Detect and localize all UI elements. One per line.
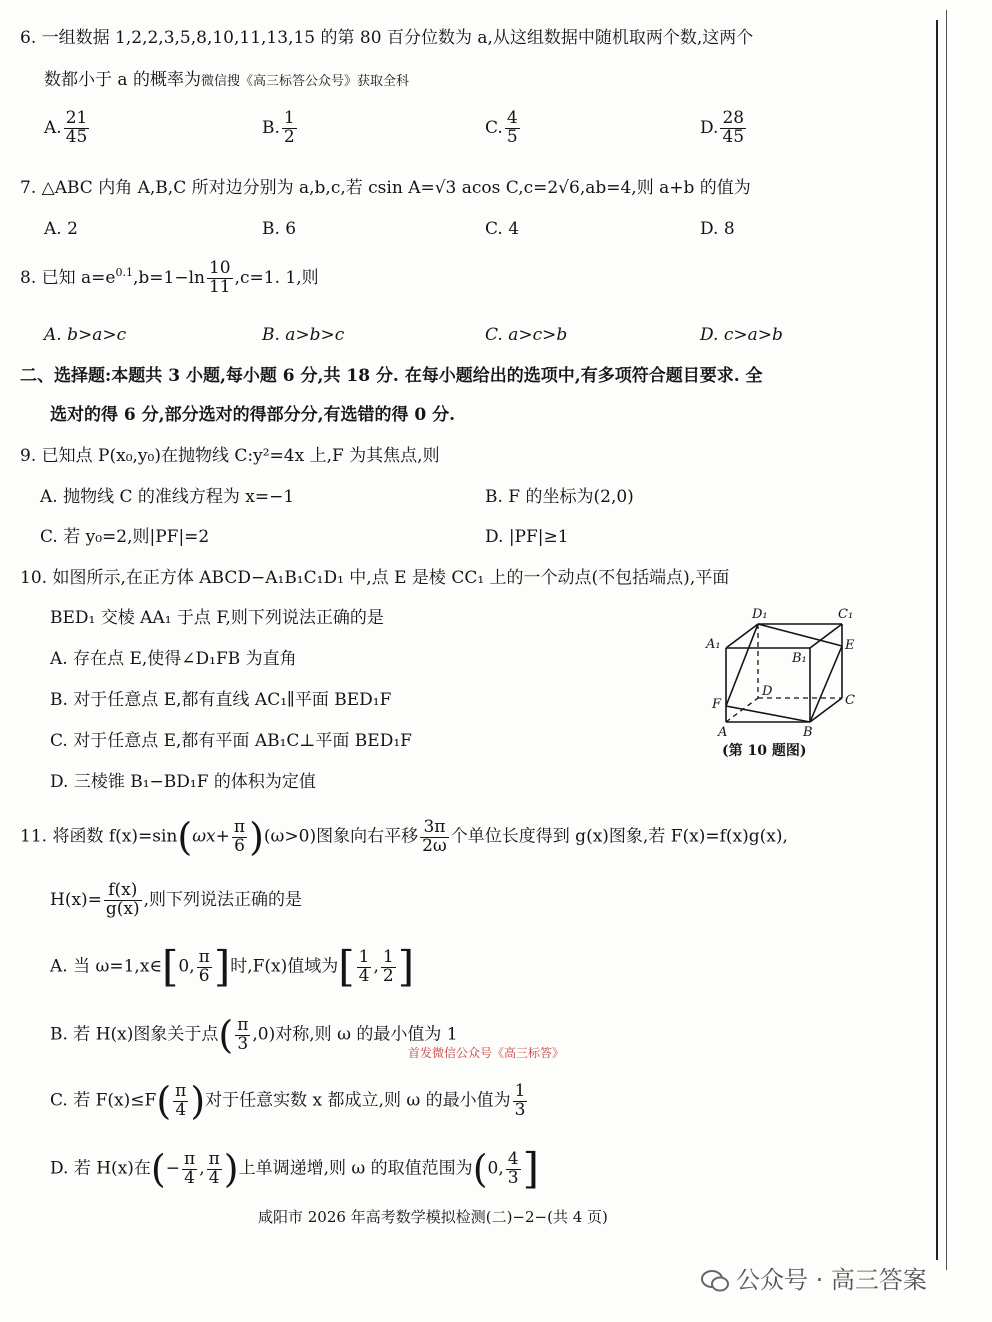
q11-option-d: D. 若 H(x)在(− $\frac{\pi}{4}$ , $\frac{\pi}{4}$ )上单调递增,则 ω 的取值范围为(0, $\frac{4}{3}$ ]	[50, 1144, 539, 1193]
label-c1: C₁	[838, 607, 854, 622]
watermark-text: 微信搜《高三标答公众号》获取全科	[200, 74, 409, 89]
label-a1: A₁	[706, 637, 721, 652]
q10-option-d: D. 三棱锥 B₁−BD₁F 的体积为定值	[50, 772, 316, 792]
q9-stem: 9. 已知点 P(x₀,y₀)在抛物线 C:y²=4x 上,F 为其焦点,则	[20, 446, 440, 466]
q8-stem: 8. 已知 $a=e^{0.1},b=1-\ln$ $\frac{10}{11}$ ,c=1. 1,则	[20, 258, 319, 297]
margin-rule-1	[936, 20, 938, 1260]
q8-option-d: D. c>a>b	[700, 325, 783, 345]
q11-option-c: C. 若 F(x)≤F( $\frac{\pi}{4}$ )对于任意实数 x 都成立,则 ω 的最小值为 $\frac{1}{3}$	[50, 1079, 526, 1123]
label-a: A	[718, 725, 728, 740]
q11-h-definition: H(x)= $\frac{f(x)}{g(x)}$ ,则下列说法正确的是	[50, 880, 303, 919]
q10-line1: 10. 如图所示,在正方体 ABCD−A₁B₁C₁D₁ 中,点 E 是棱 CC₁ 上的一个动点(不包括端点),平面	[20, 568, 730, 588]
q11-stem: 11. 将函数 f(x)=sin(ωx+ $\frac{\pi}{6}$ )(ω>0)图象向右平移 $\frac{3\pi}{2\omega}$ 个单位长度得到 g(x)图象,若 F(x)=f(x)g(x),	[20, 815, 788, 859]
cube-figure	[700, 598, 870, 748]
q10-option-c: C. 对于任意点 E,都有平面 AB₁C⊥平面 BED₁F	[50, 731, 412, 751]
section2-heading-line2: 选对的得 6 分,部分选对的得部分分,有选错的得 0 分.	[50, 405, 456, 425]
margin-rule-2	[946, 10, 947, 1270]
q6-line2: 数都小于 a 的概率为微信搜《高三标答公众号》获取全科	[44, 70, 409, 90]
q6-option-c: C. $\frac{4}{5}$	[485, 108, 518, 147]
q7-option-b: B. 6	[262, 219, 297, 239]
q6-option-d: D. $\frac{28}{45}$	[700, 108, 745, 147]
page-footer: 咸阳市 2026 年高考数学模拟检测(二)−2−(共 4 页)	[258, 1208, 608, 1226]
watermark-red: 首发微信公众号《高三标答》	[408, 1046, 565, 1060]
label-d: D	[762, 684, 773, 699]
q9-option-d: D. |PF|≥1	[485, 527, 569, 547]
q7-option-c: C. 4	[485, 219, 520, 239]
label-d1: D₁	[752, 607, 768, 622]
q7-option-d: D. 8	[700, 219, 735, 239]
q10-option-a: A. 存在点 E,使得∠D₁FB 为直角	[50, 649, 297, 669]
wechat-watermark: 公众号 · 高三答案	[700, 1266, 927, 1295]
q11-option-b: B. 若 H(x)图象关于点( $\frac{\pi}{3}$ ,0)对称,则 ω 的最小值为 1	[50, 1013, 458, 1057]
q9-option-b: B. F 的坐标为(2,0)	[485, 487, 634, 507]
q7-option-a: A. 2	[44, 219, 78, 239]
q8-option-b: B. a>b>c	[262, 325, 345, 345]
label-f: F	[712, 697, 722, 712]
section2-heading-line1: 二、选择题:本题共 3 小题,每小题 6 分,共 18 分. 在每小题给出的选项中,有多项符合题目要求. 全	[20, 366, 763, 386]
q10-option-b: B. 对于任意点 E,都有直线 AC₁∥平面 BED₁F	[50, 690, 392, 710]
q10-line2: BED₁ 交棱 AA₁ 于点 F,则下列说法正确的是	[50, 608, 384, 628]
label-e: E	[845, 638, 855, 653]
q9-option-a: A. 抛物线 C 的准线方程为 x=−1	[40, 487, 295, 507]
q11-option-a: A. 当 ω=1,x∈[0, $\frac{\pi}{6}$ ]时,F(x)值域为[ $\frac{1}{4}$ , $\frac{1}{2}$ ]	[50, 942, 415, 991]
q10-caption: (第 10 题图)	[722, 743, 807, 759]
q9-option-c: C. 若 y₀=2,则|PF|=2	[40, 527, 210, 547]
q8-option-c: C. a>c>b	[485, 325, 568, 345]
wechat-icon	[700, 1269, 730, 1293]
label-c: C	[845, 693, 855, 708]
q6-option-a: A. $\frac{21}{45}$	[44, 108, 88, 147]
q7-stem: 7. △ABC 内角 A,B,C 所对边分别为 a,b,c,若 csin A=√3 acos C,c=2√6,ab=4,则 a+b 的值为	[20, 178, 751, 198]
q6-option-b: B. $\frac{1}{2}$	[262, 108, 295, 147]
q8-option-a: A. b>a>c	[44, 325, 127, 345]
label-b: B	[803, 725, 813, 740]
label-b1: B₁	[792, 651, 807, 666]
q6-line1: 6. 一组数据 1,2,2,3,5,8,10,11,13,15 的第 80 百分位数为 a,从这组数据中随机取两个数,这两个	[20, 28, 754, 48]
